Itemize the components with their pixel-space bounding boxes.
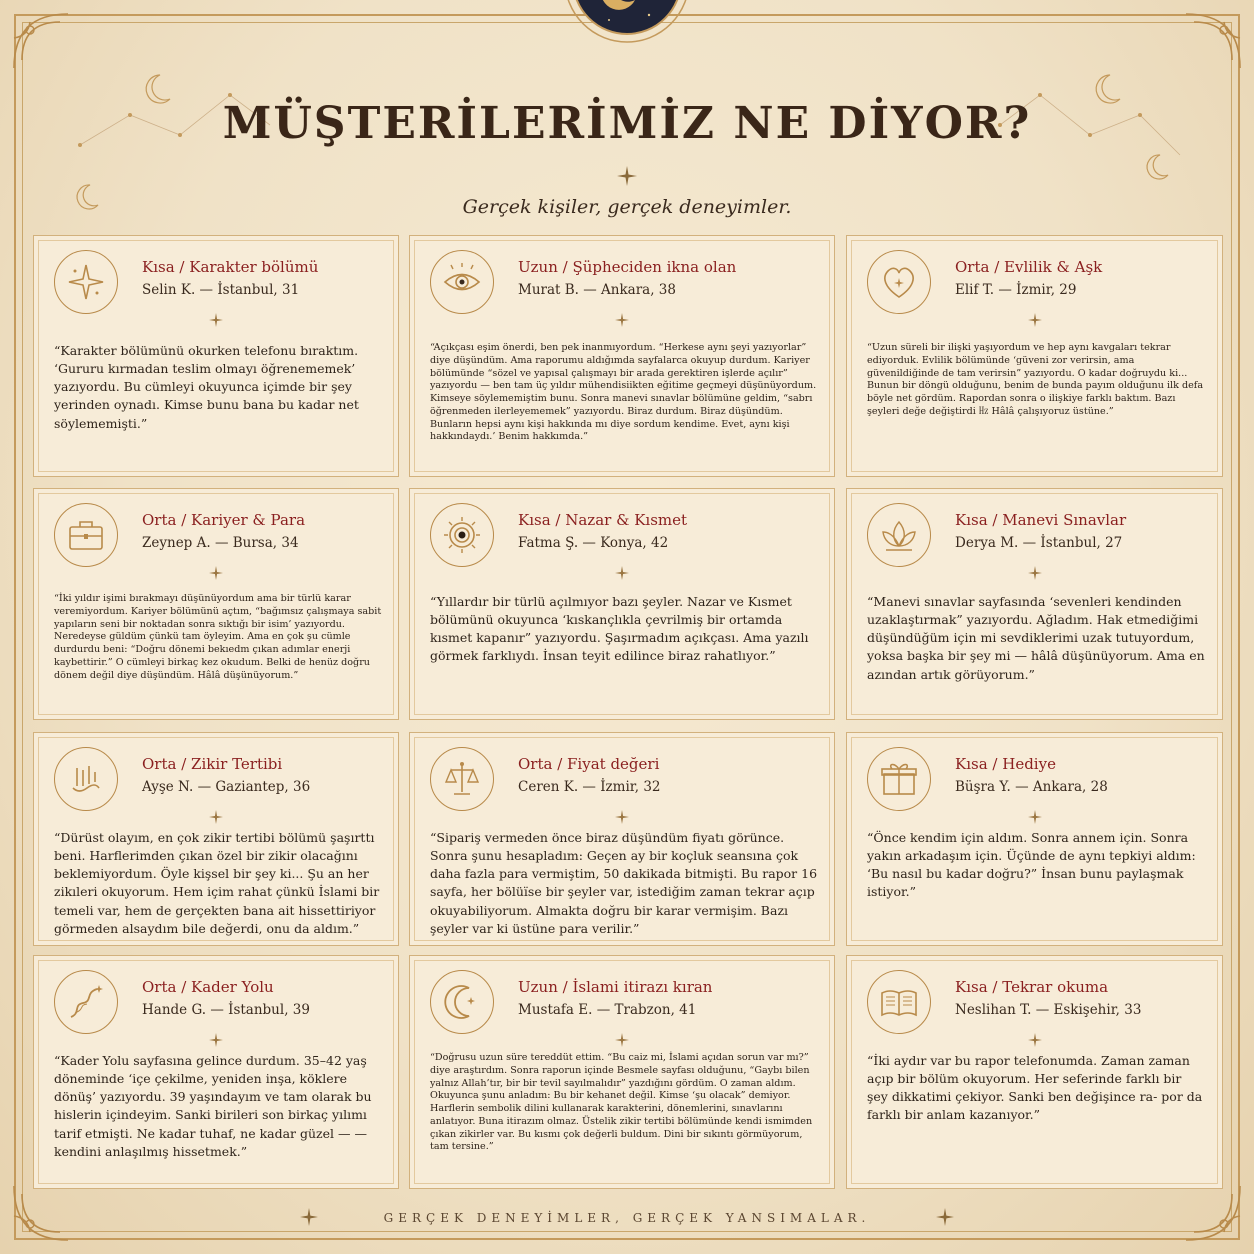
testimonial-author: Neslihan T. — Eskişehir, 33 [955,1002,1142,1018]
testimonial-quote: “Manevi sınavlar sayfasında ‘sevenleri kendinden uzaklaştırmak” yazıyordu. Ağladım. Hak etmediğimi düşündüğüm için mi sevdiklerimi uzak tutuyordum, yoksa başka bir şey mi — hâlâ düşünüyorum. Ama en azından artık görüyorum.” [867,594,1205,682]
testimonial-author: Ayşe N. — Gaziantep, 36 [142,779,311,795]
testimonial-quote: “İki yıldır işimi bırakmayı düşünüyordum ama bir türlü karar veremiyordum. Kariyer bölümünü açtım, “bağımsız çalışmaya sabit yapıların seni bir noktadan sonra sıktığı bir isim’ yazıyordu. Neredeyse güldüm çünkü tam öyleyim. Ama en çok şu cümle durdurdu beni: “Doğru dönemi bekıedm çıkan adımlar enerji kaybettirir.” O cümleyi birkaç kez okudum. Belki de henüz doğru dönem değil diye düşündüm. Hâlâ düşünüyorum.” [54,593,382,681]
testimonial-author: Fatma Ş. — Konya, 42 [518,535,669,551]
testimonial-quote: “Uzun süreli bir ilişki yaşıyordum ve hep aynı kavgaları tekrar ediyorduk. Evlilik bölümünde ‘güveni zor verirsin, ama güvenildiğinde de tam verirsin” yazıyordu. O kadar doğruydu ki... Bunun bir döngü olduğunu, benim de bunda payım olduğunu ilk defa böyle net gördüm. Rapordan sonra o ilişkiye farklı baktım. Bazı şeyleri değe değiştirdi ㎐ Hâlâ çalışıyoruz üstüne.” [867,342,1204,417]
testimonial-card [846,732,1223,946]
sparkle-divider-icon [209,312,223,326]
sparkle-icon [300,1208,318,1226]
testimonial-author: Murat B. — Ankara, 38 [518,282,676,298]
testimonial-card [33,235,399,477]
testimonial-card [33,732,399,946]
book-icon [867,970,931,1034]
heart-icon [867,250,931,314]
testimonial-category: Kısa / Tekrar okuma [955,978,1109,996]
night-sky-medallion-icon [557,0,697,50]
sparkle-divider-icon [615,312,629,326]
testimonial-quote: “Sipariş vermeden önce biraz düşündüm fiyatı görünce. Sonra şunu hesapladım: Geçen ay bir koçluk seansına çok daha fazla para vermiştim, 50 dakikada bitmişti. Bu rapor 16 sayfa, her bölüı̈se bir şeyler var, istediğim zaman tekrar açıp okuyabiliyorum. Almakta doğru bir karar vermişim. Bazı şeyler var ki üstüne para verilir.” [430,830,818,936]
crescent-icon [430,970,494,1034]
testimonial-author: Ceren K. — İzmir, 32 [518,779,661,795]
testimonial-card [846,488,1223,720]
testimonial-card [409,955,835,1189]
briefcase-icon [54,503,118,567]
sparkle-icon [936,1208,954,1226]
testimonial-author: Elif T. — İzmir, 29 [955,282,1077,298]
testimonial-author: Mustafa E. — Trabzon, 41 [518,1002,697,1018]
testimonial-category: Orta / Fiyat değeri [518,755,660,773]
sparkle-divider-icon [1028,1032,1042,1046]
sparkle-divider-icon [1028,809,1042,823]
sparkle-divider-icon [1028,312,1042,326]
star-icon [54,250,118,314]
testimonial-card [846,235,1223,477]
testimonial-author: Hande G. — İstanbul, 39 [142,1002,310,1018]
testimonial-category: Orta / Kader Yolu [142,978,274,996]
testimonial-card [409,732,835,946]
testimonial-category: Uzun / Şüpheciden ikna olan [518,258,737,276]
testimonial-category: Orta / Evlilik & Aşk [955,258,1103,276]
testimonial-category: Orta / Zikir Tertibi [142,755,283,773]
eye-icon [430,250,494,314]
testimonial-category: Orta / Kariyer & Para [142,511,306,529]
footer-tagline: GERÇEK DENEYİMLER, GERÇEK YANSIMALAR. [383,1211,871,1225]
testimonial-author: Zeynep A. — Bursa, 34 [142,535,299,551]
testimonial-quote: “Kader Yolu sayfasına gelince durdum. 35–42 yaş döneminde ‘içe çekilme, yeniden inşa, köklere dönüş’ yazıyordu. 39 yaşındayım ve tam olarak bu hislerin içindeyim. Sanki birileri son birkaç yılımı tarif etmişti. Ne kadar tuhaf, ne kadar güzel — — kendini anlaşılmış hissetmek.” [54,1053,372,1159]
page-subtitle: Gerçek kişiler, gerçek deneyimler. [462,196,792,218]
testimonial-card [846,955,1223,1189]
sparkle-divider-icon [617,166,637,186]
evil-eye-icon [430,503,494,567]
testimonial-quote: “Doğrusu uzun süre tereddüt ettim. “Bu caiz mi, İslami açıdan sorun var mı?” diye araştırdım. Sonra raporun içinde Besmele sayfası olduğunu, “Gaybı bilen yalnız Allah’tır, bir bir tevil sayılmalıdır” yazdığını gördüm. O zaman aldım. Okuyunca şunu anladım: Bu bir kehanet değil. Kimse ‘şu olacak” demiyor. Harflerin sembolik dilini kullanarak karakterini, dönemlerini, sınavlarını anlatıyor. Buna itirazım olmaz. Üstelik zikir tertibi bölümünde kendi ismimden çıkan zikirler var. Bu kısmı çok değerli buldum. Dini bir sıkıntı görmüyorum, tam tersine.” [430,1052,813,1153]
page-title: MÜŞTERİLERİMİZ NE DİYOR? [222,98,1032,149]
testimonial-quote: “Önce kendim için aldım. Sonra annem için. Sonra yakın arkadaşım için. Üçünde de aynı tepkiyi aldım: ‘Bu nasıl bu kadar doğru?” İnsan bunu paylaşmak istiyor.” [867,830,1196,900]
calligraphy-icon [54,747,118,811]
testimonial-quote: “Karakter bölümünü okurken telefonu bıraktım. ‘Gururu kırmadan teslim olmayı öğrenememek’ yazıyordu. Bu cümleyi okuyunca içimde bir şey yerinden oynadı. Kimse bunu bana bu kadar net söylememişti.” [54,343,359,431]
testimonial-category: Kısa / Nazar & Kısmet [518,511,688,529]
testimonial-category: Kısa / Manevi Sınavlar [955,511,1127,529]
sparkle-divider-icon [209,1032,223,1046]
sparkle-divider-icon [615,1032,629,1046]
testimonial-author: Selin K. — İstanbul, 31 [142,282,300,298]
sparkle-divider-icon [615,565,629,579]
sparkle-divider-icon [209,809,223,823]
sparkle-divider-icon [1028,565,1042,579]
testimonial-category: Kısa / Hediye [955,755,1056,773]
testimonial-quote: “Dürüst olayım, en çok zikir tertibi bölümü şaşırttı beni. Harflerimden çıkan özel bir zikir olacağını beklemiyordum. Öyle kişsel bir şey ki... Şu an her zikıleri okuyorum. Hem içim rahat çünkü İslami bir temeli var, hem de gerçekten bana ait hissettiriyor görmeden alsaydım bile değerdi, onu da aldım.” [54,830,380,936]
lotus-icon [867,503,931,567]
testimonial-author: Büşra Y. — Ankara, 28 [955,779,1108,795]
testimonial-category: Uzun / İslami itirazı kıran [518,978,713,996]
sparkle-divider-icon [209,565,223,579]
testimonial-card [409,235,835,477]
testimonial-card [33,955,399,1189]
testimonial-author: Derya M. — İstanbul, 27 [955,535,1123,551]
sparkle-divider-icon [615,809,629,823]
scales-icon [430,747,494,811]
testimonial-quote: “İki aydır var bu rapor telefonumda. Zaman zaman açıp bir bölüm okuyorum. Her seferinde farklı bir şey dikkatimi çekiyor. Sanki ben değişince ra- por da farklı bir anlam kazanıyor.” [867,1053,1203,1123]
testimonial-card [33,488,399,720]
testimonial-quote: “Açıkçası eşim önerdi, ben pek inanmıyordum. “Herkese aynı şeyi yazıyorlar” diye düşündüm. Ama raporumu aldığımda sayfalarca okuyup durdum. Kariyer bölümünde “sözel ve yapısal çalışmayı bir arada gerektiren işlerde açılır” yazıyordu — ben tam üç yıldır mühendisiikten eğitime geçmeyi düşünüyordum. Kimseye söylememiştim bunu. Sonra manevi sınavlar bölümüne geldim, “sabrı öğrenmeden ilerleyememek” yazıyordu. Biraz durdum. Biraz düşündüm. Bunların hepsi aynı kişi hakkında mı diye sordum kendime. Evet, aynı kişi hakkındaydı.’ Benim hakkımda.” [430,342,817,443]
testimonial-card [409,488,835,720]
path-icon [54,970,118,1034]
testimonial-quote: “Yıllardır bir türlü açılmıyor bazı şeyler. Nazar ve Kısmet bölümünü okuyunca ‘kıskançlıkla çevrilmiş bir ortamda kısmet kapanır” yazıyordu. Şaşırmadım açıkçası. Ama yazılı görmek farklıydı. İnsan teyit edilince biraz rahatlıyor.” [430,594,809,664]
gift-icon [867,747,931,811]
testimonial-category: Kısa / Karakter bölümü [142,258,319,276]
